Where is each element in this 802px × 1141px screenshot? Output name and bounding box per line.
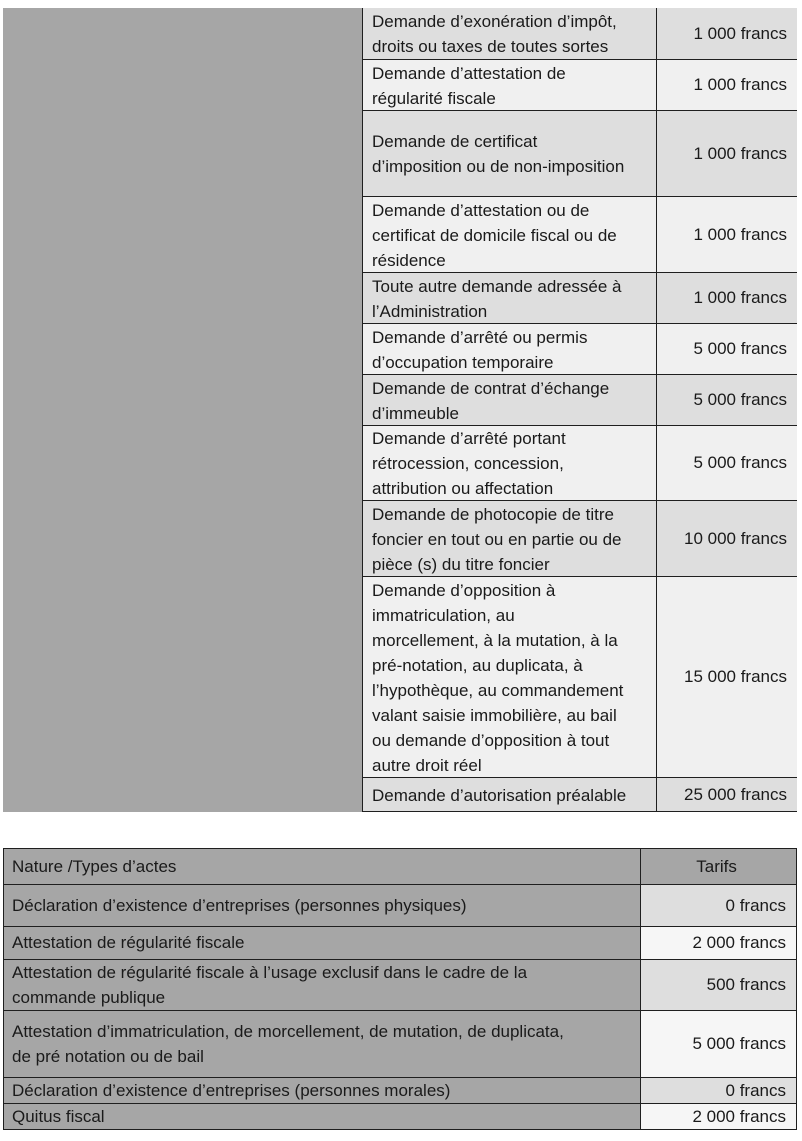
row-description: Demande de photocopie de titre foncier en tout ou en partie ou de pièce (s) du titre foncier (362, 501, 656, 576)
row-price: 1 000 francs (656, 197, 797, 272)
row-nature: Attestation de régularité fiscale à l’usage exclusif dans le cadre de la commande publique (4, 960, 641, 1011)
table-row (362, 777, 797, 812)
table-bottom-border (362, 811, 797, 812)
header-nature: Nature /Types d’actes (4, 849, 641, 885)
row-description: Demande de certificat d’imposition ou de non-imposition (362, 111, 656, 196)
row-tarif: 500 francs (641, 960, 797, 1011)
row-description: Demande d’arrêté portant rétrocession, concession, attribution ou affectation (362, 426, 656, 500)
row-tarif: 5 000 francs (641, 1011, 797, 1078)
row-tarif: 0 francs (641, 1078, 797, 1104)
row-description: Demande d’opposition à immatriculation, au morcellement, à la mutation, à la pré-notation, au duplicata, à l’hypothèque, au commandement valant saisie immobilière, au bail ou demande d’opposition à tout autre droit réel (362, 577, 656, 777)
row-price: 5 000 francs (656, 426, 797, 500)
header-tarifs: Tarifs (641, 849, 797, 885)
row-nature: Quitus fiscal (4, 1104, 641, 1130)
row-tarif: 0 francs (641, 885, 797, 927)
row-nature: Déclaration d’existence d’entreprises (personnes morales) (4, 1078, 641, 1104)
row-price: 1 000 francs (656, 60, 797, 110)
table-row (4, 960, 797, 1011)
row-description: Demande d’exonération d’impôt, droits ou taxes de toutes sortes (362, 8, 656, 59)
row-tarif: 2 000 francs (641, 927, 797, 960)
row-description: Demande d’autorisation préalable (362, 778, 656, 812)
row-description: Demande d’arrêté ou permis d’occupation temporaire (362, 324, 656, 374)
table-row (362, 425, 797, 500)
row-nature: Attestation de régularité fiscale (4, 927, 641, 960)
fee-table-upper (3, 8, 797, 812)
table-row (362, 272, 797, 323)
row-price: 1 000 francs (656, 8, 797, 59)
row-price: 1 000 francs (656, 111, 797, 196)
table-row (4, 927, 797, 960)
table-row (362, 196, 797, 272)
row-price: 5 000 francs (656, 375, 797, 425)
row-price: 15 000 francs (656, 577, 797, 777)
table-row (362, 323, 797, 374)
row-price: 1 000 francs (656, 273, 797, 323)
table-row (4, 885, 797, 927)
row-description: Toute autre demande adressée à l’Administration (362, 273, 656, 323)
table-row (362, 500, 797, 576)
table-header-row (4, 849, 797, 885)
table-row (362, 8, 797, 59)
row-description: Demande de contrat d’échange d’immeuble (362, 375, 656, 425)
row-price: 10 000 francs (656, 501, 797, 576)
table-row (362, 59, 797, 110)
row-price: 25 000 francs (656, 778, 797, 812)
table-row (4, 1104, 797, 1130)
row-description: Demande d’attestation ou de certificat de domicile fiscal ou de résidence (362, 197, 656, 272)
row-nature: Déclaration d’existence d’entreprises (personnes physiques) (4, 885, 641, 927)
table-row (362, 110, 797, 196)
table-row (362, 374, 797, 425)
fee-rows (362, 8, 797, 812)
fee-table-lower (3, 848, 797, 1130)
row-tarif: 2 000 francs (641, 1104, 797, 1130)
row-price: 5 000 francs (656, 324, 797, 374)
table-row (4, 1011, 797, 1078)
table-row (4, 1078, 797, 1104)
merged-category-cell (3, 8, 362, 812)
row-nature: Attestation d’immatriculation, de morcellement, de mutation, de duplicata, de pré notation ou de bail (4, 1011, 641, 1078)
row-description: Demande d’attestation de régularité fiscale (362, 60, 656, 110)
table-row (362, 576, 797, 777)
